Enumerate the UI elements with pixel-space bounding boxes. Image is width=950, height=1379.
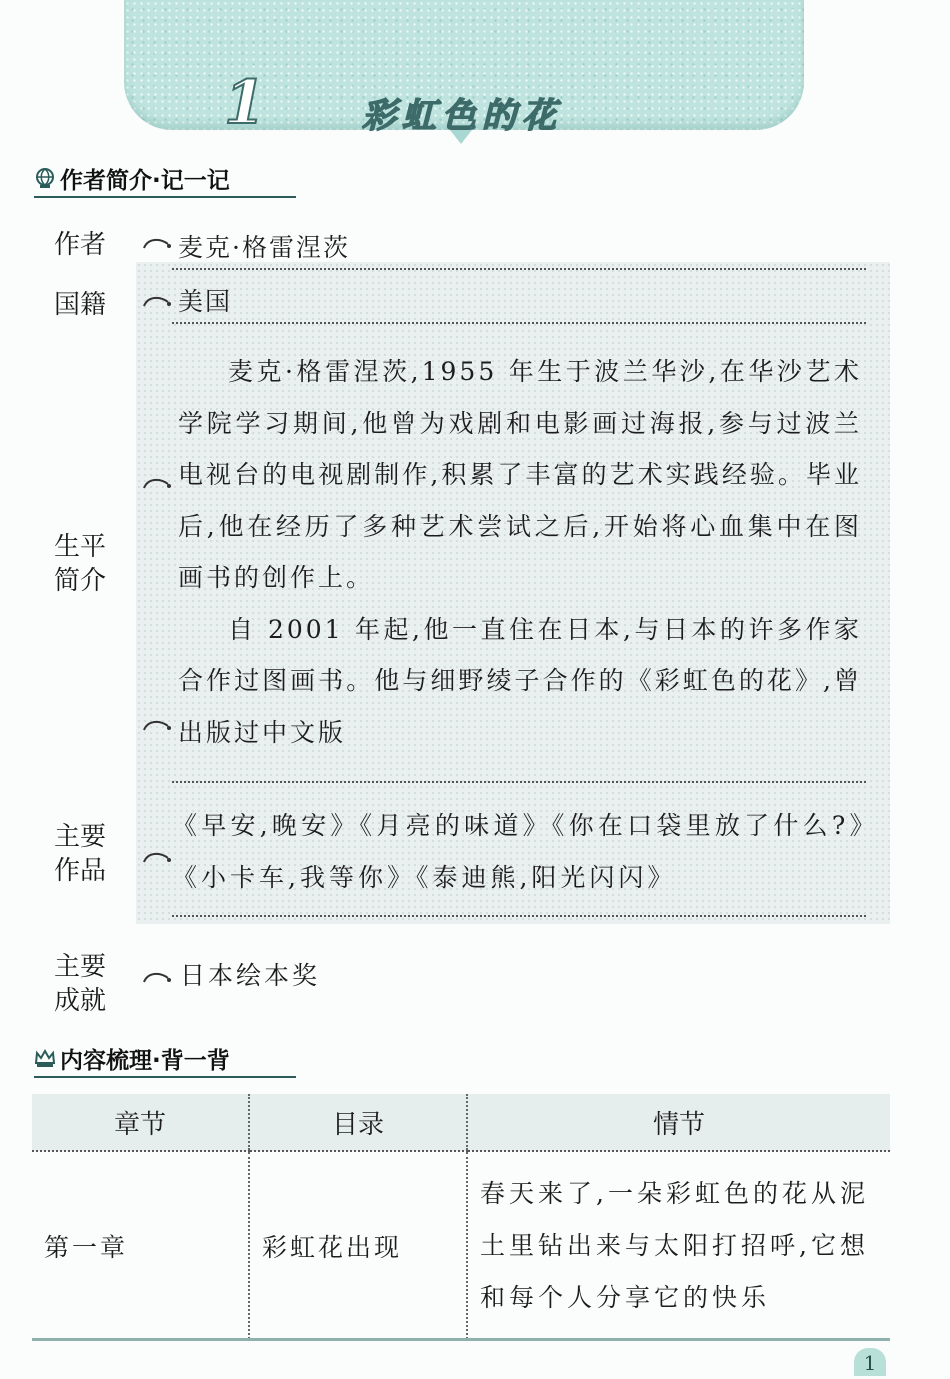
column-header: 情节 (467, 1094, 890, 1151)
bio-paragraph: 麦克·格雷涅茨,1955 年生于波兰华沙,在华沙艺术学院学习期间,他曾为戏剧和电影画过海报,参与过波兰电视台的电视剧制作,积累了丰富的艺术实践经验。毕业后,他在经历了多种艺术尝试之后,开始将心血集中在图画书的创作上。 (178, 357, 862, 592)
hook-icon (142, 970, 172, 984)
lesson-number: 1 (224, 68, 266, 138)
table-row (32, 1151, 890, 1339)
column-header: 章节 (32, 1094, 249, 1151)
hook-icon (142, 718, 172, 732)
content-table (32, 1094, 890, 1339)
divider (172, 268, 866, 270)
divider (172, 781, 866, 783)
lesson-title: 彩虹色的花 (362, 96, 562, 136)
column-header: 目录 (249, 1094, 467, 1151)
nationality-value: 美国 (178, 287, 233, 316)
divider (172, 322, 866, 324)
hook-icon (142, 476, 172, 490)
achievement-label: 主要成就 (54, 952, 107, 1016)
divider (172, 915, 866, 917)
works-value: 《早安,晚安》《月亮的味道》《你在口袋里放了什么?》《小卡车,我等你》《泰迪熊,阳光闪闪》 (172, 811, 866, 892)
bio-paragraph: 自 2001 年起,他一直住在日本,与日本的许多作家合作过图画书。他与细野绫子合作的《彩虹色的花》,曾出版过中文版 (178, 614, 862, 747)
chapter-cell: 第一章 (44, 1232, 129, 1262)
table-header-row (32, 1094, 890, 1151)
author-section-title: 作者简介·记一记 (60, 167, 230, 194)
crown-icon (34, 1047, 56, 1069)
works-label: 主要作品 (54, 822, 107, 886)
achievement-value: 日本绘本奖 (180, 961, 321, 990)
hook-icon (142, 850, 172, 864)
banner-notch (450, 130, 472, 144)
author-value: 麦克·格雷涅茨 (178, 233, 350, 262)
lesson-banner (124, 0, 804, 138)
catalog-cell: 彩虹花出现 (249, 1151, 467, 1339)
plot-cell: 春天来了,一朵彩虹色的花从泥土里钻出来与太阳打招呼,它想和每个人分享它的快乐 (467, 1151, 890, 1339)
globe-icon (34, 167, 56, 189)
content-section-title: 内容梳理·背一背 (60, 1047, 230, 1074)
author-label: 作者 (54, 230, 107, 260)
hook-icon (142, 294, 172, 308)
bio-text (178, 346, 862, 758)
hook-icon (142, 236, 172, 250)
table-bottom-rule (32, 1338, 890, 1341)
bio-label: 生平简介 (54, 532, 107, 596)
author-section-heading (34, 160, 296, 198)
content-section-heading (34, 1040, 296, 1078)
nationality-label: 国籍 (54, 290, 107, 320)
page-number: 1 (854, 1348, 886, 1376)
